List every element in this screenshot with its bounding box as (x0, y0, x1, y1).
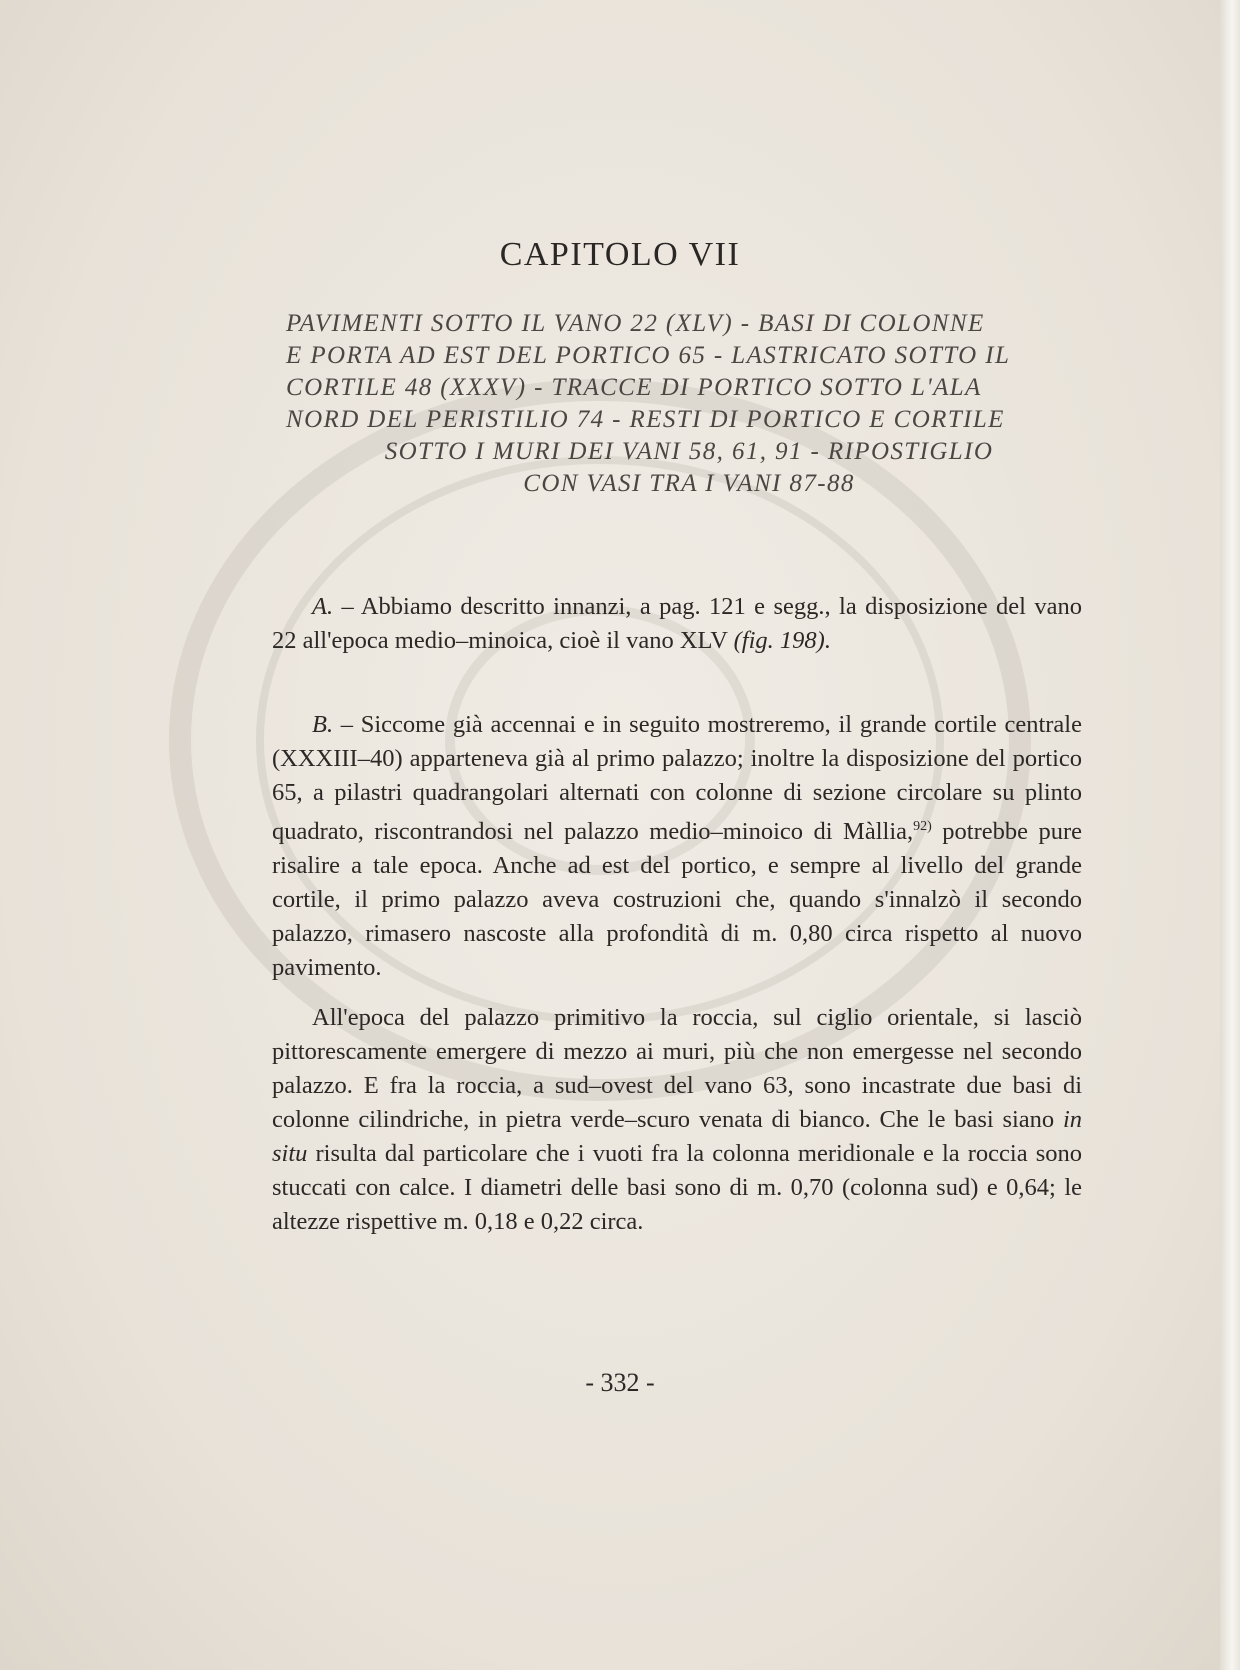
paragraph-text: potrebbe pure risalire a tale epoca. Anche ad est del portico, e sempre al livello del grande cortile, il primo palazzo aveva costruzioni che, quando s'innalzò il secondo palazzo, rimasero nascoste alla profondità di m. 0,80 circa rispetto al nuovo pavimento. (272, 818, 1082, 982)
paragraph-b (272, 708, 1082, 985)
paragraph-text: – Siccome già accennai e in seguito mostreremo, il grande cortile centrale (XXXIII–40) apparteneva già al primo palazzo; inoltre la disposizione del portico 65, a pilastri quadrangolari alternati con colonne di sezione circolare su plinto quadrato, riscontrandosi nel palazzo medio–minoico di Màllia, (272, 711, 1082, 846)
italic-term: in situ (272, 1106, 1082, 1168)
footnote-marker: 92) (913, 819, 932, 834)
subtitle-line: SOTTO I MURI DEI VANI 58, 61, 91 - RIPOSTIGLIO (384, 438, 994, 465)
section-letter: A. (312, 593, 334, 620)
subtitle-line: CORTILE 48 (XXXV) - TRACCE DI PORTICO SOTTO L'ALA (286, 374, 982, 401)
paragraph-c (272, 1001, 1082, 1239)
chapter-title: CAPITOLO VII (499, 236, 741, 273)
page-number: - 332 - (585, 1368, 655, 1397)
section-b (272, 708, 1082, 1239)
paragraph-text: risulta dal particolare che i vuoti fra la colonna meridionale e la roccia sono stuccati con calce. I diametri delle basi sono di m. 0,70 (colonna sud) e 0,64; le altezze rispettive m. 0,18 e 0,22 circa. (272, 1140, 1082, 1236)
subtitle-line: PAVIMENTI SOTTO IL VANO 22 (XLV) - BASI DI COLONNE (286, 310, 985, 337)
subtitle-line: NORD DEL PERISTILIO 74 - RESTI DI PORTICO E CORTILE (286, 406, 1005, 433)
section-a (272, 590, 1082, 658)
chapter-subtitle (286, 308, 1092, 500)
paragraph-a (272, 590, 1082, 658)
subtitle-line: E PORTA AD EST DEL PORTICO 65 - LASTRICATO SOTTO IL (286, 342, 1011, 369)
section-letter: B. (312, 711, 334, 738)
figure-reference: (fig. 198). (733, 627, 831, 654)
paragraph-text: All'epoca del palazzo primitivo la roccia, sul ciglio orientale, si lasciò pittorescamente emergere di mezzo ai muri, più che non emergesse nel secondo palazzo. E fra la roccia, a sud–ovest del vano 63, sono incastrate due basi di colonne cilindriche, in pietra verde–scuro venata di bianco. Che le basi siano (272, 1004, 1082, 1134)
subtitle-line: CON VASI TRA I VANI 87-88 (523, 470, 855, 497)
paragraph-text: – Abbiamo descritto innanzi, a pag. 121 e segg., la disposizione del vano 22 all'epoca medio–minoica, cioè il vano XLV (272, 593, 1082, 654)
